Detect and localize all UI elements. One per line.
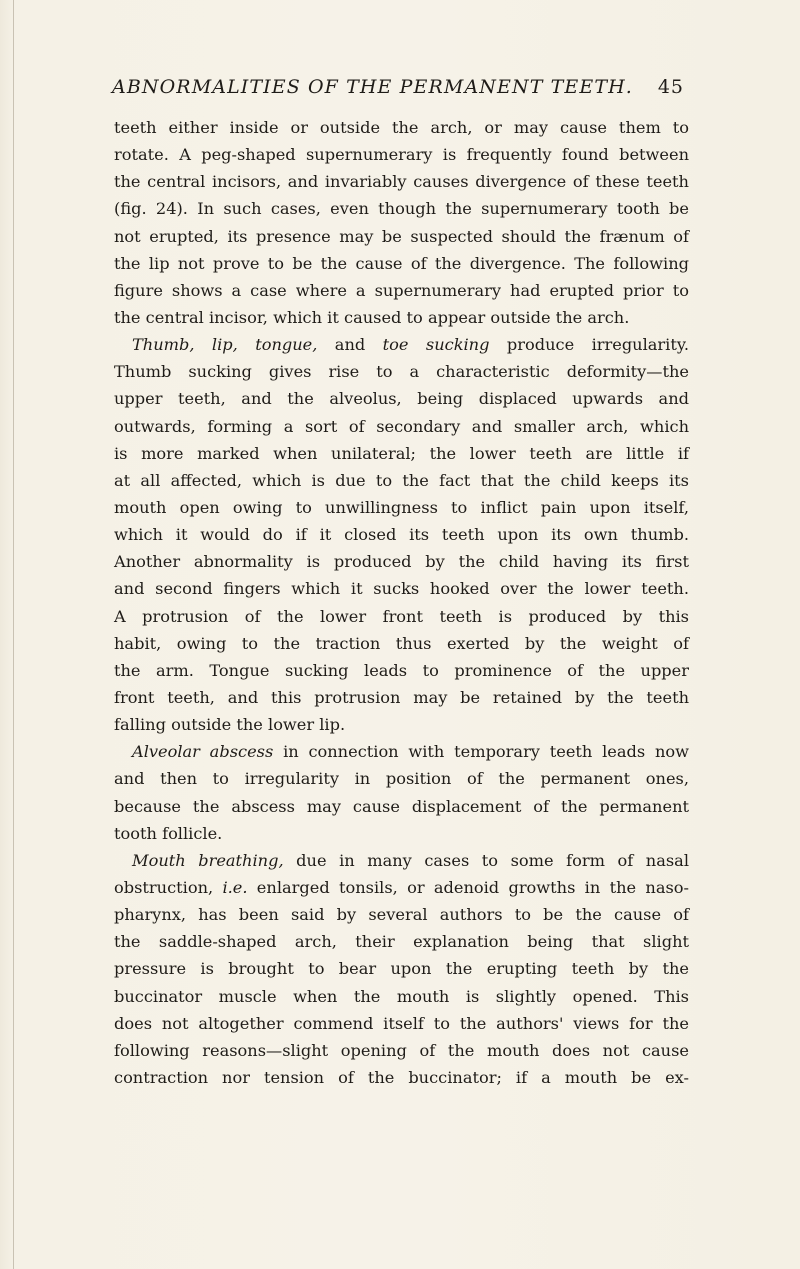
text-run: (fig. 24). In such cases, even though the supernumerary tooth be	[114, 199, 689, 219]
text-line	[114, 1037, 689, 1064]
text-run: falling outside the lower lip.	[114, 715, 346, 735]
text-run: and then to irregularity in position of the permanent ones,	[114, 769, 689, 789]
text-run: rotate. A peg-shaped supernumerary is frequently found between	[114, 145, 689, 165]
text-line	[114, 304, 689, 331]
text-line	[114, 250, 689, 277]
text-run: A protrusion of the lower front teeth is produced by this	[114, 606, 689, 626]
text-line	[114, 277, 689, 304]
text-run: is more marked when unilateral; the lower teeth are little if	[114, 443, 689, 463]
text-line	[114, 684, 689, 711]
text-run: the arm. Tongue sucking leads to prominence of the upper	[114, 660, 689, 680]
text-line	[114, 494, 689, 521]
text-line	[114, 874, 689, 901]
text-line	[114, 467, 689, 494]
text-run: the central incisors, and invariably causes divergence of these teeth	[114, 172, 689, 192]
text-run: Another abnormality is produced by the child having its first	[114, 552, 689, 572]
text-run: produce irregularity.	[489, 335, 689, 355]
text-line	[114, 1010, 689, 1037]
text-line	[114, 195, 689, 222]
text-run: Thumb sucking gives rise to a characteristic deformity—the	[114, 362, 689, 382]
text-line	[114, 711, 689, 738]
text-run: and	[317, 335, 383, 355]
text-run: upper teeth, and the alveolus, being displaced upwards and	[114, 389, 689, 409]
text-line	[114, 141, 689, 168]
text-line	[114, 548, 689, 575]
text-run: front teeth, and this protrusion may be retained by the teeth	[114, 687, 689, 707]
text-line	[114, 983, 689, 1010]
text-run: contraction nor tension of the buccinator; if a mouth be ex-	[114, 1067, 689, 1087]
text-run: teeth either inside or outside the arch, or may cause them to	[114, 118, 689, 137]
running-title: ABNORMALITIES OF THE PERMANENT TEETH.	[112, 76, 633, 98]
text-run: due in many cases to some form of nasal	[283, 850, 689, 870]
italic-term: i.e.	[222, 877, 248, 897]
text-line	[114, 657, 689, 684]
text-line	[114, 331, 689, 358]
text-line	[114, 413, 689, 440]
text-run: in connection with temporary teeth leads now	[273, 742, 689, 762]
text-line	[114, 521, 689, 548]
text-line	[114, 793, 689, 820]
text-line	[114, 385, 689, 412]
text-run: not erupted, its presence may be suspected should the frænum of	[114, 226, 689, 246]
text-run: following reasons—slight opening of the mouth does not cause	[114, 1040, 689, 1060]
text-line	[114, 603, 689, 630]
running-head	[112, 76, 684, 106]
text-line	[114, 955, 689, 982]
text-line	[114, 114, 689, 141]
text-run: pharynx, has been said by several authors to be the cause of	[114, 905, 689, 925]
text-run: figure shows a case where a supernumerary had erupted prior to	[114, 280, 689, 300]
text-run: tooth follicle.	[114, 823, 223, 843]
text-line	[114, 223, 689, 250]
text-run: the central incisor, which it caused to appear outside the arch.	[114, 307, 630, 327]
text-run: does not altogether commend itself to the authors' views for the	[114, 1013, 689, 1033]
text-run: which it would do if it closed its teeth upon its own thumb.	[114, 525, 689, 545]
text-line	[114, 440, 689, 467]
body-text	[114, 114, 689, 1091]
italic-term: Thumb, lip, tongue,	[132, 335, 318, 355]
text-line	[114, 901, 689, 928]
text-line	[114, 928, 689, 955]
page-edge	[13, 0, 14, 1269]
text-line	[114, 575, 689, 602]
text-line	[114, 358, 689, 385]
text-run: at all affected, which is due to the fact that the child keeps its	[114, 470, 689, 490]
text-run: enlarged tonsils, or adenoid growths in the naso-	[247, 877, 689, 897]
text-line	[114, 630, 689, 657]
text-line	[114, 765, 689, 792]
text-line	[114, 847, 689, 874]
text-line	[114, 1064, 689, 1091]
text-run: because the abscess may cause displacement of the permanent	[114, 796, 689, 816]
text-run: habit, owing to the traction thus exerted by the weight of	[114, 633, 689, 653]
italic-term: Mouth breathing,	[132, 850, 284, 870]
text-run: pressure is brought to bear upon the erupting teeth by the	[114, 959, 689, 979]
text-run: and second fingers which it sucks hooked over the lower teeth.	[114, 579, 689, 599]
text-run: the saddle-shaped arch, their explanation being that slight	[114, 932, 689, 952]
text-run: mouth open owing to unwillingness to inflict pain upon itself,	[114, 497, 689, 517]
text-run: outwards, forming a sort of secondary and smaller arch, which	[114, 416, 689, 436]
text-run: the lip not prove to be the cause of the divergence. The following	[114, 253, 689, 273]
italic-term: Alveolar abscess	[132, 742, 274, 762]
text-run: obstruction,	[114, 877, 223, 897]
text-line	[114, 168, 689, 195]
text-run: buccinator muscle when the mouth is slightly opened. This	[114, 986, 689, 1006]
text-line	[114, 820, 689, 847]
italic-term: toe sucking	[382, 335, 490, 355]
page-number: 45	[657, 76, 684, 98]
text-line	[114, 738, 689, 765]
